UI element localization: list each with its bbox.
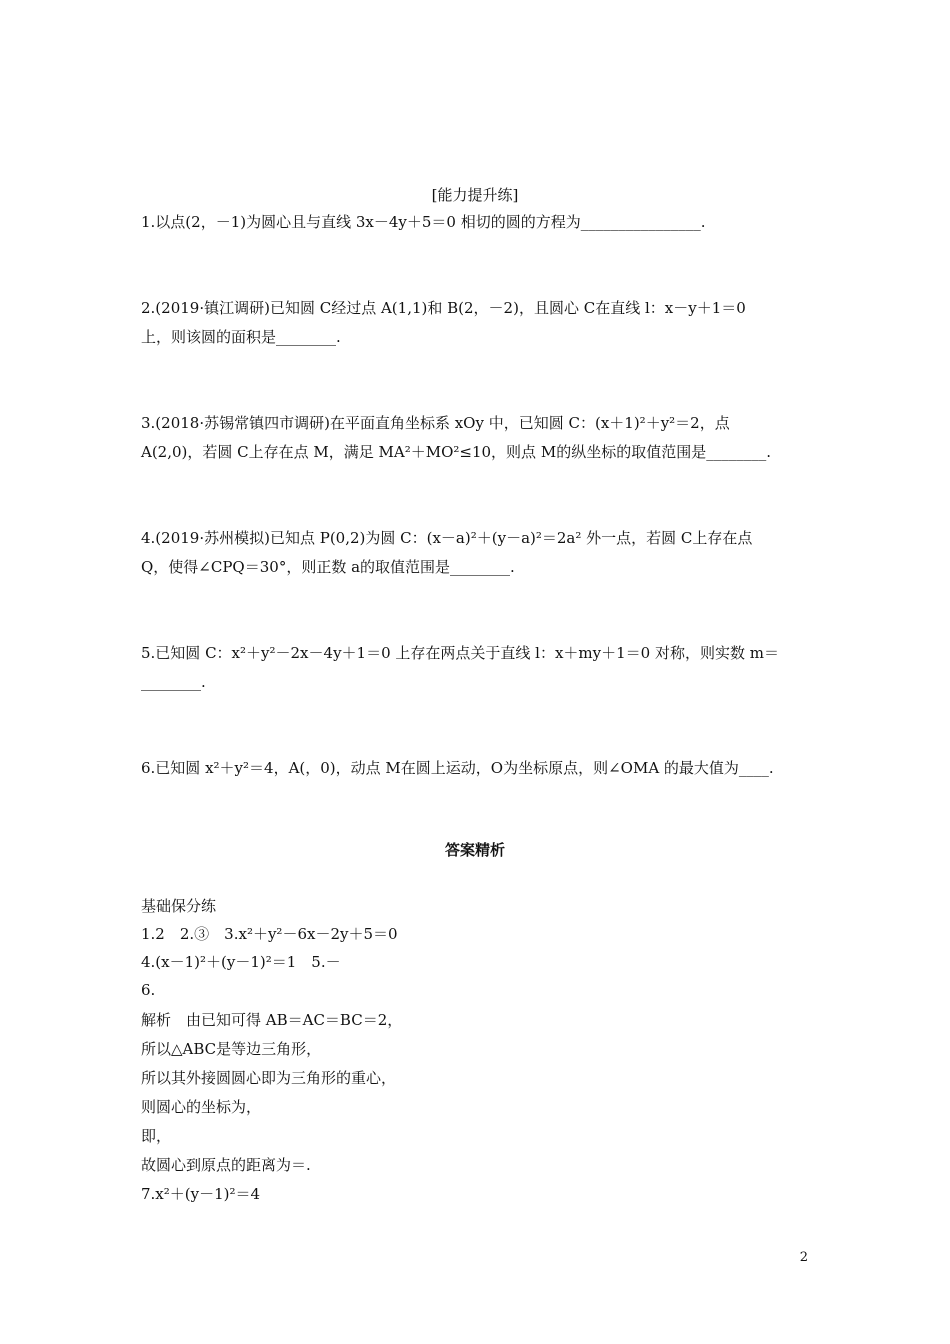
problem-line: 3.(2018·苏锡常镇四市调研)在平面直角坐标系 xOy 中，已知圆 C：(x＋1)²＋y²＝2，点 <box>141 414 730 432</box>
practice-section-title: [能力提升练] <box>431 186 519 204</box>
answer-line: 基础保分练 <box>141 897 217 915</box>
problem-line: 4.(2019·苏州模拟)已知点 P(0,2)为圆 C：(x－a)²＋(y－a)²＝2a² 外一点，若圆 C上存在点 <box>141 529 753 547</box>
answer-line: 7.x²＋(y－1)²＝4 <box>141 1185 261 1203</box>
answer-line: 所以△ABC是等边三角形， <box>141 1040 322 1058</box>
problem-line: 1.以点(2，－1)为圆心且与直线 3x－4y＋5＝0 相切的圆的方程为________________. <box>141 213 706 231</box>
answer-line: 即， <box>141 1127 172 1145</box>
page-number: 2 <box>799 1250 808 1265</box>
problem-line: 6.已知圆 x²＋y²＝4，A(，0)，动点 M在圆上运动，O为坐标原点，则∠OMA 的最大值为____. <box>141 759 774 777</box>
problem-line: 5.已知圆 C：x²＋y²－2x－4y＋1＝0 上存在两点关于直线 l：x＋my＋1＝0 对称，则实数 m＝ <box>141 644 779 662</box>
answer-line: 1.2 2.③ 3.x²＋y²－6x－2y＋5＝0 <box>141 925 398 943</box>
problem-line: ________. <box>141 673 206 691</box>
problem-line: A(2,0)，若圆 C上存在点 M，满足 MA²＋MO²≤10，则点 M的纵坐标的取值范围是________. <box>141 443 771 461</box>
problem-line: 上，则该圆的面积是________. <box>141 328 341 346</box>
problem-line: Q，使得∠CPQ＝30°，则正数 a的取值范围是________. <box>141 558 515 576</box>
problem-line: 2.(2019·镇江调研)已知圆 C经过点 A(1,1)和 B(2，－2)，且圆心 C在直线 l：x－y＋1＝0 <box>141 299 746 317</box>
answers-title: 答案精析 <box>444 841 505 859</box>
answer-line: 则圆心的坐标为， <box>141 1098 262 1116</box>
answer-line: 解析 由已知可得 AB＝AC＝BC＝2， <box>141 1011 403 1029</box>
answer-line: 4.(x－1)²＋(y－1)²＝1 5.－ <box>141 953 341 971</box>
answer-line: 故圆心到原点的距离为＝. <box>141 1156 311 1174</box>
answer-line: 6. <box>141 981 156 999</box>
answer-line: 所以其外接圆圆心即为三角形的重心， <box>141 1069 397 1087</box>
